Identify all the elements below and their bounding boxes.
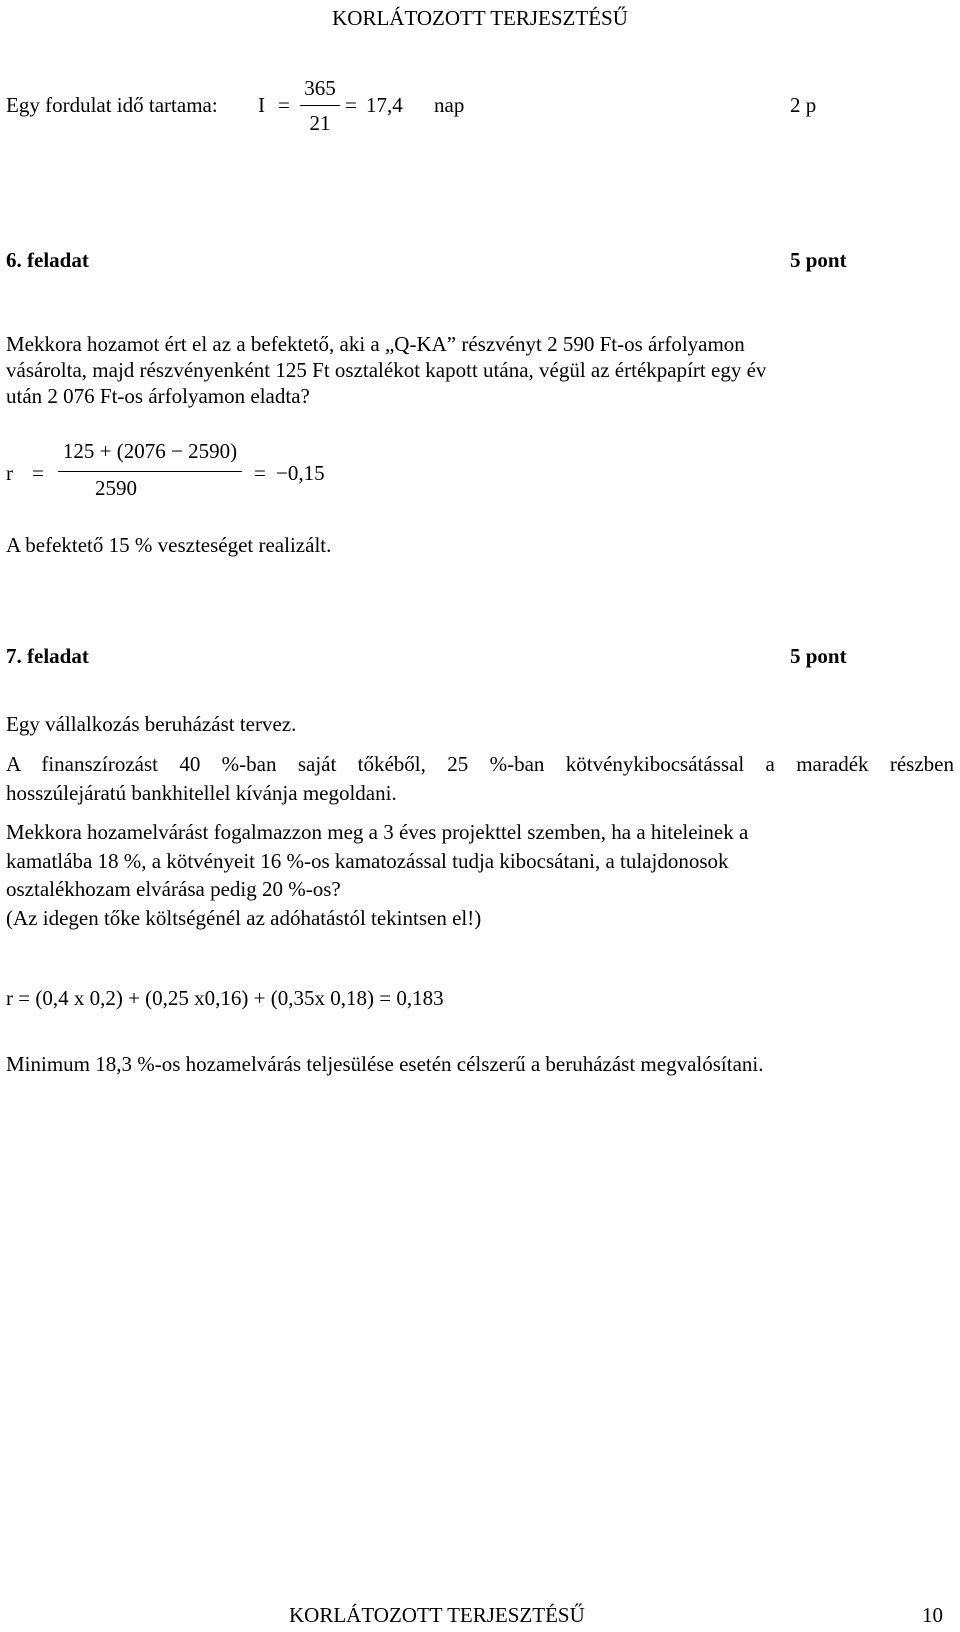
task7-formula: r = (0,4 x 0,2) + (0,25 x0,16) + (0,35x 0,18) = 0,183 (6, 986, 444, 1010)
intro-unit: nap (434, 93, 465, 117)
task6-formula-equals-2: = (254, 461, 266, 485)
intro-equals-1: = (278, 93, 290, 117)
task7-paragraph-2-line-4: (Az idegen tőke költségénél az adóhatástól tekintsen el!) (6, 906, 482, 930)
task7-intro-line: Egy vállalkozás beruházást tervez. (6, 712, 297, 736)
intro-denominator: 21 (309, 111, 331, 135)
page-footer: KORLÁTOZOTT TERJESZTÉSŰ (289, 1603, 585, 1627)
task7-paragraph-1-line-2: hosszúlejáratú bankhitellel kívánja megoldani. (6, 781, 397, 805)
task7-points: 5 pont (790, 644, 847, 668)
intro-equals-2: = (345, 93, 357, 117)
task7-paragraph-1-line-1: A finanszírozást 40 %-ban saját tőkéből, 25 %-ban kötvénykibocsátással a maradék részben (6, 752, 954, 776)
page-header: KORLÁTOZOTT TERJESZTÉSŰ (332, 6, 628, 30)
task7-paragraph-2-line-3: osztalékhozam elvárása pedig 20 %-os? (6, 877, 341, 901)
task7-title: 7. feladat (6, 644, 89, 668)
task6-question-line-3: után 2 076 Ft-os árfolyamon eladta? (6, 384, 310, 408)
task6-conclusion: A befektető 15 % veszteséget realizált. (6, 533, 332, 557)
intro-result: 17,4 (366, 93, 403, 117)
task6-question-line-2: vásárolta, majd részvényenként 125 Ft osztalékot kapott utána, végül az értékpapírt egy év (6, 358, 767, 382)
task6-title: 6. feladat (6, 248, 89, 272)
intro-variable: I (258, 93, 265, 117)
intro-numerator: 365 (304, 76, 336, 100)
task6-formula-result: −0,15 (276, 461, 325, 485)
task6-formula-equals-1: = (32, 461, 44, 485)
intro-label: Egy fordulat idő tartama: (6, 93, 218, 117)
task6-points: 5 pont (790, 248, 847, 272)
intro-points: 2 p (790, 93, 817, 117)
task6-question-line-1: Mekkora hozamot ért el az a befektető, aki a „Q-KA” részvényt 2 590 Ft-os árfolyamon (6, 332, 745, 356)
task7-conclusion: Minimum 18,3 %-os hozamelvárás teljesülése esetén célszerű a beruházást megvalósítani. (6, 1052, 764, 1076)
task6-formula-denominator: 2590 (95, 476, 137, 500)
task7-paragraph-2-line-2: kamatlába 18 %, a kötvényeit 16 %-os kamatozással tudja kibocsátani, a tulajdonosok (6, 849, 729, 873)
task6-formula-numerator: 125 + (2076 − 2590) (62, 439, 238, 463)
page-number: 10 (922, 1603, 943, 1627)
task7-paragraph-2-line-1: Mekkora hozamelvárást fogalmazzon meg a 3 éves projekttel szemben, ha a hiteleinek a (6, 820, 749, 844)
intro-fraction-line (300, 105, 340, 106)
task6-formula-fraction-line (58, 471, 242, 472)
task6-formula-variable: r (6, 461, 13, 485)
